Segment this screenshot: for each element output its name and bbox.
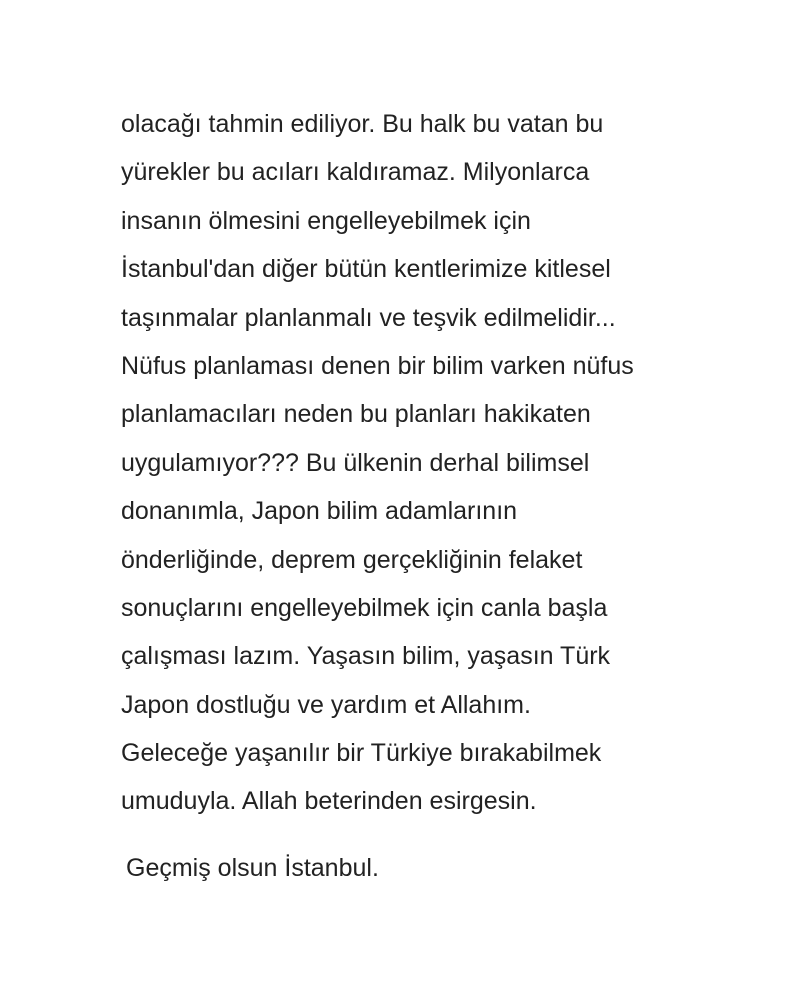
text-line: olacağı tahmin ediliyor. Bu halk bu vatan bu [121,110,604,138]
text-line: donanımla, Japon bilim adamlarının [121,497,518,526]
text-line: Nüfus planlaması denen bir bilim varken nüfus [121,351,634,380]
text-line: uygulamıyor??? Bu ülkenin derhal bilimsel [121,448,590,477]
text-line: yürekler bu acıları kaldıramaz. Milyonlarca [121,158,590,187]
text-line: önderliğinde, deprem gerçekliğinin felaket [121,545,583,574]
closing-line: Geçmiş olsun İstanbul. [126,854,379,882]
text-line: İstanbul'dan diğer bütün kentlerimize kitlesel [121,255,611,284]
text-line: insanın ölmesini engelleyebilmek için [121,206,531,235]
text-line: Geleceğe yaşanılır bir Türkiye bırakabilmek [121,739,602,768]
text-line: Japon dostluğu ve yardım et Allahım. [121,690,531,719]
text-line: çalışması lazım. Yaşasın bilim, yaşasın Türk [121,642,611,671]
body-paragraph [121,104,741,830]
text-line: planlamacıları neden bu planları hakikaten [121,400,591,429]
text-line: taşınmalar planlanmalı ve teşvik edilmelidir... [121,303,616,332]
text-line: umuduyla. Allah beterinden esirgesin. [121,787,537,816]
text-line: sonuçlarını engelleyebilmek için canla başla [121,593,608,622]
